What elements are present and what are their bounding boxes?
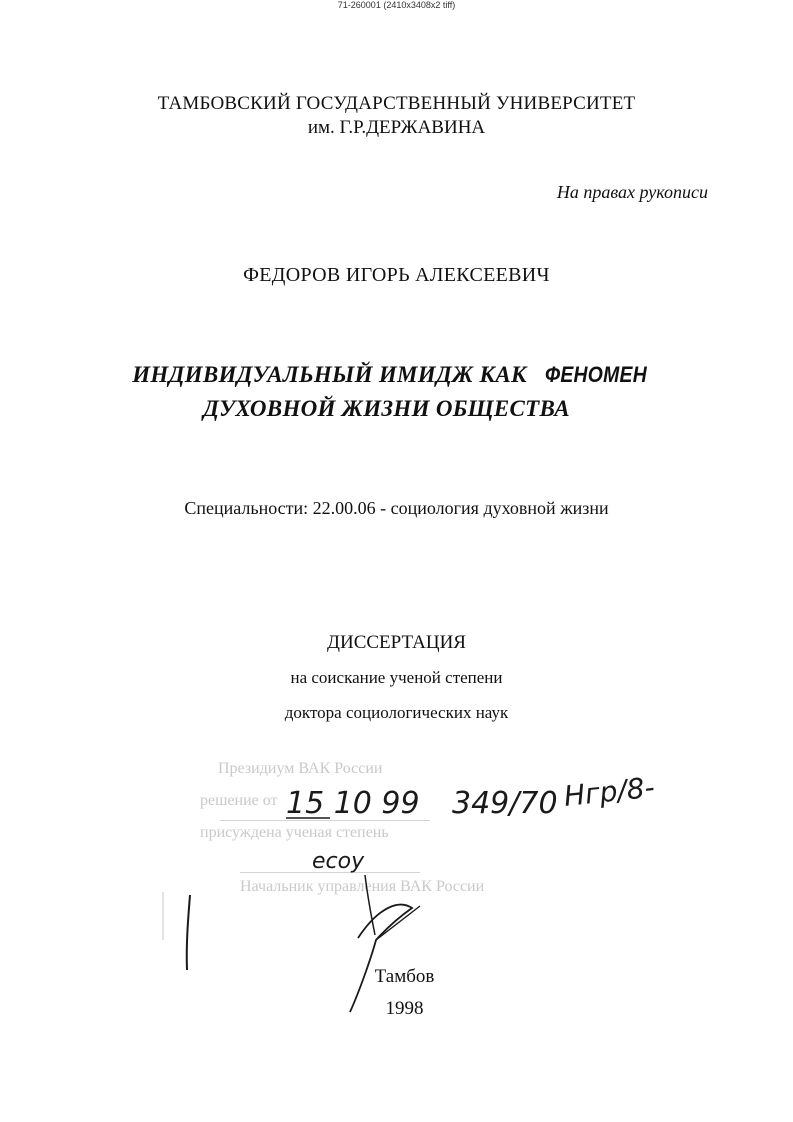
title-line-1-main: ИНДИВИДУАЛЬНЫЙ ИМИДЖ КАК (132, 362, 527, 387)
signature-stroke (350, 905, 412, 1012)
university-name: ТАМБОВСКИЙ ГОСУДАРСТВЕННЫЙ УНИВЕРСИТЕТ (157, 93, 636, 114)
stamp-line-3: присуждена ученая степень (200, 824, 389, 841)
handwritten-number: 349/70 (452, 786, 558, 821)
scan-header: 71-260001 (2410x3408x2 tiff) (337, 0, 456, 10)
dissertation-field-line: доктора социологических наук (284, 703, 509, 722)
title-line-2: ДУХОВНОЙ ЖИЗНИ ОБЩЕСТВА (203, 396, 570, 421)
title-line-1-word: ФЕНОМЕН (544, 362, 647, 387)
university-name-line2: им. Г.Р.ДЕРЖАВИНА (307, 117, 486, 138)
handwritten-date: 15 10 99 (286, 786, 420, 821)
dissertation-degree-line: на соискание ученой степени (290, 668, 503, 687)
year: 1998 (385, 998, 424, 1019)
handwritten-signature: Нгр/8- (562, 770, 657, 813)
specialty: Специальности: 22.00.06 - социология духовной жизни (184, 498, 609, 518)
stamp-line-2: решение от (200, 792, 278, 809)
stamp-line-1: Президиум ВАК России (218, 760, 383, 777)
city: Тамбов (374, 966, 435, 987)
author-name: ФЕДОРОВ ИГОРЬ АЛЕКСЕЕВИЧ (243, 264, 550, 286)
margin-mark (187, 895, 190, 970)
stamp-line-4: Начальник управления ВАК России (240, 878, 485, 895)
dissertation-heading: ДИССЕРТАЦИЯ (327, 632, 466, 653)
manuscript-note: На правах рукописи (556, 182, 708, 202)
handwritten-mark: ecoy (312, 849, 365, 874)
